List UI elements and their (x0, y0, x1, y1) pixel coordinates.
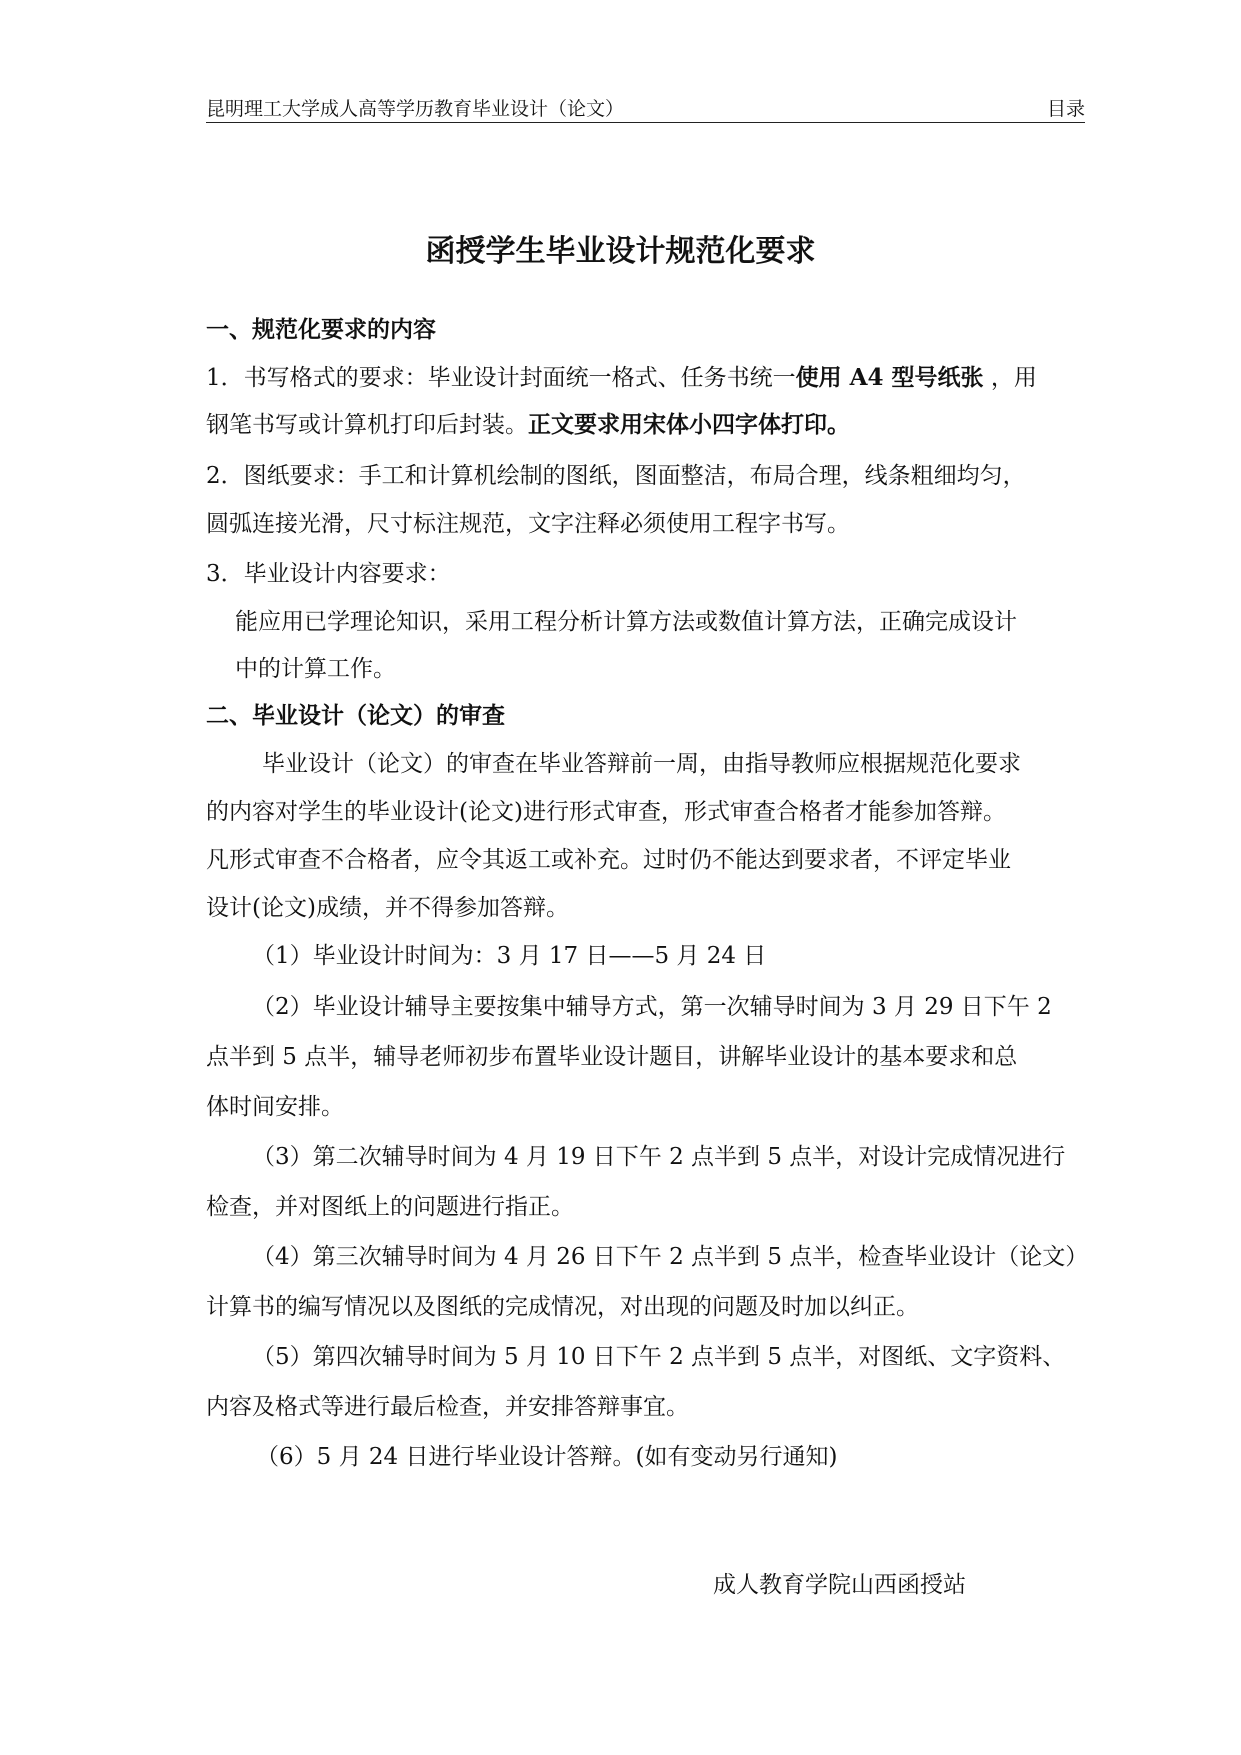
section2-heading: 二、毕业设计（论文）的审查 (206, 702, 505, 729)
header-section-label: 目录 (1046, 98, 1085, 120)
header-school-title: 昆明理工大学成人高等学历教育毕业设计（论文） (206, 98, 625, 120)
schedule-item-cont: 点半到 5 点半，辅导老师初步布置毕业设计题目，讲解毕业设计的基本要求和总 (206, 1044, 1018, 1070)
item3-line1: 3．毕业设计内容要求： (206, 561, 451, 587)
schedule-item: （3）第二次辅导时间为 4 月 19 日下午 2 点半到 5 点半，对设计完成情况进行 (252, 1144, 1066, 1170)
item1-font-requirement: 正文要求用宋体小四字体打印。 (528, 411, 850, 438)
review-para-line: 设计(论文)成绩，并不得参加答辩。 (206, 895, 569, 921)
schedule-item: （1）毕业设计时间为：3 月 17 日——5 月 24 日 (252, 943, 767, 969)
item3-line3: 中的计算工作。 (235, 656, 396, 682)
document-title: 函授学生毕业设计规范化要求 (425, 234, 816, 269)
schedule-item-cont: 检查，并对图纸上的问题进行指正。 (206, 1194, 574, 1220)
section1-heading: 一、规范化要求的内容 (206, 316, 436, 343)
page-header (206, 92, 1085, 123)
item1-text: 1．书写格式的要求：毕业设计封面统一格式、任务书统一 (206, 365, 796, 391)
review-para-line: 凡形式审查不合格者，应令其返工或补充。过时仍不能达到要求者，不评定毕业 (206, 847, 1011, 873)
item1-text-tail: ，用 (983, 365, 1037, 391)
schedule-item-cont: 内容及格式等进行最后检查，并安排答辩事宜。 (206, 1394, 689, 1420)
signature: 成人教育学院山西函授站 (713, 1572, 966, 1598)
schedule-item: （2）毕业设计辅导主要按集中辅导方式，第一次辅导时间为 3 月 29 日下午 2 (252, 994, 1052, 1020)
schedule-item-cont: 计算书的编写情况以及图纸的完成情况，对出现的问题及时加以纠正。 (206, 1294, 919, 1320)
schedule-item: （4）第三次辅导时间为 4 月 26 日下午 2 点半到 5 点半，检查毕业设计（论文） (252, 1244, 1089, 1270)
item1-line1 (206, 361, 1037, 395)
item1-paper-size: 使用 A4 型号纸张 (795, 364, 984, 391)
item2-line1: 2．图纸要求：手工和计算机绘制的图纸，图面整洁，布局合理，线条粗细均匀， (206, 463, 1026, 489)
schedule-item: （5）第四次辅导时间为 5 月 10 日下午 2 点半到 5 点半，对图纸、文字资料、 (252, 1344, 1066, 1370)
item2-line2: 圆弧连接光滑，尺寸标注规范，文字注释必须使用工程字书写。 (206, 511, 850, 537)
schedule-item: （6）5 月 24 日进行毕业设计答辩。(如有变动另行通知) (256, 1444, 838, 1470)
item1-binding-text: 钢笔书写或计算机打印后封装。 (206, 412, 528, 438)
item3-line2: 能应用已学理论知识，采用工程分析计算方法或数值计算方法，正确完成设计 (235, 609, 1017, 635)
schedule-item-cont: 体时间安排。 (206, 1094, 344, 1120)
review-para-line: 毕业设计（论文）的审查在毕业答辩前一周，由指导教师应根据规范化要求 (262, 751, 1021, 777)
review-para-line: 的内容对学生的毕业设计(论文)进行形式审查，形式审查合格者才能参加答辩。 (206, 799, 1006, 825)
item1-line2 (206, 408, 850, 442)
